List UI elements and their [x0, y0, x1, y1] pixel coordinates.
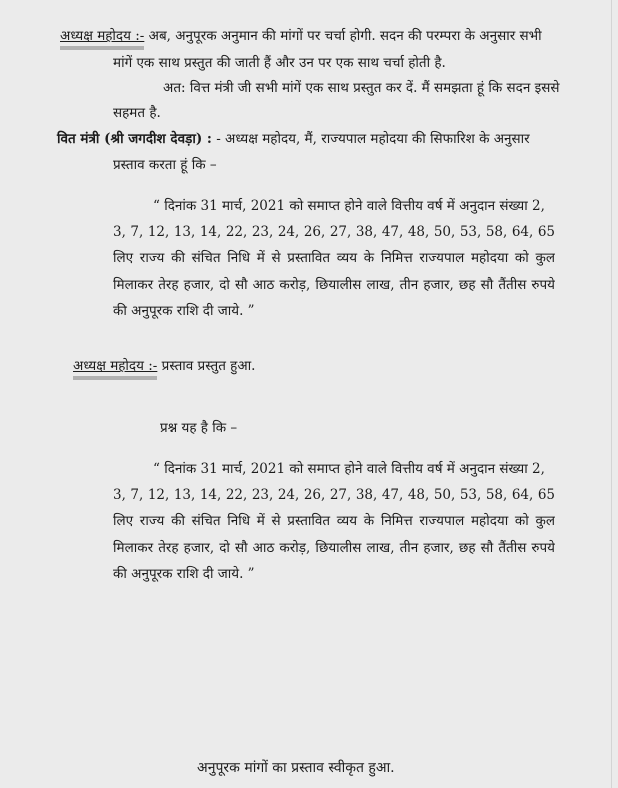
quote1-line4: मिलाकर तेरह हजार, दो सौ आठ करोड़, छियालीस लाख, तीन हजार, छह सौ तैंतीस रुपये: [113, 277, 555, 293]
speaker-label: अध्यक्ष महोदय :-: [73, 358, 157, 374]
quote1-line5: की अनुपूरक राशि दी जाये. ”: [113, 303, 255, 319]
quote2-line2: 3, 7, 12, 13, 14, 22, 23, 24, 26, 27, 38, 47, 48, 50, 53, 58, 64, 65: [113, 487, 555, 503]
text: प्रस्ताव प्रस्तुत हुआ.: [161, 358, 256, 374]
text: अब, अनुपूरक अनुमान की मांगों पर चर्चा होगी. सदन की परम्परा के अनुसार सभी: [148, 28, 542, 44]
conclusion: अनुपूरक मांगों का प्रस्ताव स्वीकृत हुआ.: [197, 760, 395, 776]
question-line: प्रश्न यह है कि –: [160, 420, 238, 436]
quote1-line2: 3, 7, 12, 13, 14, 22, 23, 24, 26, 27, 38, 47, 48, 50, 53, 58, 64, 65: [113, 224, 555, 240]
highlight-mark: [73, 376, 157, 380]
quote2-line5: की अनुपूरक राशि दी जाये. ”: [113, 566, 255, 582]
para1-line3: अत: वित्त मंत्री जी सभी मांगें एक साथ प्रस्तुत कर दें. मैं समझता हूं कि सदन इससे: [163, 80, 560, 96]
para2-line1: [57, 130, 530, 148]
text: - अध्यक्ष महोदय, मैं, राज्यपाल महोदया की सिफारिश के अनुसार: [216, 131, 530, 147]
quote2-line1: “ दिनांक 31 मार्च, 2021 को समाप्त होने वाले वित्तीय वर्ष में अनुदान संख्या 2,: [153, 461, 545, 477]
speaker-label: अध्यक्ष महोदय :-: [60, 28, 144, 44]
para3: [73, 357, 255, 375]
para1-line4: सहमत है.: [113, 105, 161, 121]
quote1-line3: लिए राज्य की संचित निधि में से प्रस्तावित व्यय के निमित्त राज्यपाल महोदया को कुल: [113, 250, 555, 266]
quote2-line3: लिए राज्य की संचित निधि में से प्रस्तावित व्यय के निमित्त राज्यपाल महोदया को कुल: [113, 513, 555, 529]
para1-line1: [60, 27, 542, 45]
para1-line2: मांगें एक साथ प्रस्तुत की जाती हैं और उन पर एक साथ चर्चा होती है.: [113, 55, 446, 71]
highlight-mark: [60, 46, 144, 50]
quote1-line1: “ दिनांक 31 मार्च, 2021 को समाप्त होने वाले वित्तीय वर्ष में अनुदान संख्या 2,: [153, 198, 545, 214]
speaker-label: वित मंत्री (श्री जगदीश देवड़ा) :: [57, 131, 212, 147]
scan-edge: [611, 0, 612, 788]
para2-line2: प्रस्ताव करता हूं कि –: [113, 157, 217, 173]
quote2-line4: मिलाकर तेरह हजार, दो सौ आठ करोड़, छियालीस लाख, तीन हजार, छह सौ तैंतीस रुपये: [113, 540, 555, 556]
